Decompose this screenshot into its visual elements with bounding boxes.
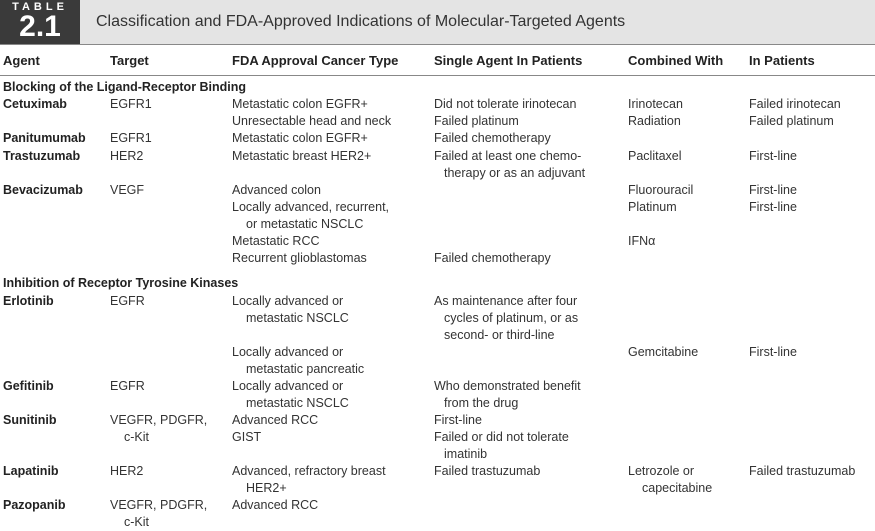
- cell-fda-approval: GIST: [232, 430, 262, 444]
- cell-combined-with: Radiation: [628, 114, 681, 128]
- cell-target: VEGFR, PDGFR,: [110, 413, 208, 427]
- cell-fda-approval: Advanced RCC: [232, 413, 319, 427]
- cell-target: VEGFR, PDGFR,: [110, 498, 208, 512]
- table-title: Classification and FDA-Approved Indications of Molecular-Targeted Agents: [96, 13, 626, 30]
- cell-target: HER2: [110, 149, 144, 163]
- cell-in-patients: First-line: [749, 200, 797, 214]
- cell-target: EGFR1: [110, 97, 152, 111]
- cell-agent: Sunitinib: [3, 413, 57, 427]
- cell-fda-approval: Advanced, refractory breast: [232, 464, 386, 478]
- cell-single-agent: Failed chemotherapy: [434, 131, 551, 145]
- cell-combined-with: capecitabine: [642, 481, 713, 495]
- cell-single-agent: therapy or as an adjuvant: [444, 166, 586, 180]
- cell-combined-with: Paclitaxel: [628, 149, 682, 163]
- cell-fda-approval: Locally advanced or: [232, 345, 344, 359]
- table-title-bar: [0, 0, 875, 44]
- cell-agent: Panitumumab: [3, 131, 86, 145]
- cell-single-agent: Failed platinum: [434, 114, 519, 128]
- cell-in-patients: First-line: [749, 183, 797, 197]
- cell-single-agent: Failed trastuzumab: [434, 464, 541, 478]
- cell-agent: Bevacizumab: [3, 183, 83, 197]
- table-number-badge: [0, 0, 80, 44]
- cell-single-agent: Did not tolerate irinotecan: [434, 97, 577, 111]
- column-header-in-patients: In Patients: [749, 53, 815, 68]
- cell-in-patients: First-line: [749, 345, 797, 359]
- cell-target: EGFR: [110, 379, 145, 393]
- cell-combined-with: Letrozole or: [628, 464, 695, 478]
- cell-fda-approval: Recurrent glioblastomas: [232, 251, 367, 265]
- cell-fda-approval: Locally advanced or: [232, 379, 344, 393]
- cell-fda-approval: metastatic NSCLC: [246, 396, 349, 410]
- cell-single-agent: First-line: [434, 413, 482, 427]
- column-header-fda-approval: FDA Approval Cancer Type: [232, 53, 399, 68]
- cell-target: c-Kit: [124, 515, 149, 529]
- section-heading-ligand-receptor: Blocking of the Ligand-Receptor Binding: [3, 80, 247, 94]
- cell-target: c-Kit: [124, 430, 149, 444]
- cell-single-agent: cycles of platinum, or as: [444, 311, 579, 325]
- cell-fda-approval: Metastatic breast HER2+: [232, 149, 372, 163]
- section-heading-tyrosine-kinases: Inhibition of Receptor Tyrosine Kinases: [3, 276, 239, 290]
- cell-fda-approval: metastatic NSCLC: [246, 311, 349, 325]
- cell-fda-approval: Locally advanced, recurrent,: [232, 200, 390, 214]
- table-label: TABLE: [12, 1, 68, 13]
- cell-single-agent: imatinib: [444, 447, 488, 461]
- cell-fda-approval: Metastatic colon EGFR+: [232, 97, 368, 111]
- cell-target: EGFR1: [110, 131, 152, 145]
- table-number: 2.1: [19, 10, 61, 43]
- cell-agent: Erlotinib: [3, 294, 54, 308]
- cell-fda-approval: Unresectable head and neck: [232, 114, 392, 128]
- cell-combined-with: Fluorouracil: [628, 183, 694, 197]
- cell-combined-with: IFNα: [628, 234, 656, 248]
- cell-in-patients: Failed platinum: [749, 114, 834, 128]
- column-header-row: [0, 44, 875, 76]
- cell-in-patients: First-line: [749, 149, 797, 163]
- cell-fda-approval: HER2+: [246, 481, 287, 495]
- cell-combined-with: Platinum: [628, 200, 677, 214]
- column-header-single-agent: Single Agent In Patients: [434, 53, 583, 68]
- cell-single-agent: As maintenance after four: [434, 294, 578, 308]
- cell-agent: Trastuzumab: [3, 149, 81, 163]
- cell-agent: Lapatinib: [3, 464, 59, 478]
- cell-target: VEGF: [110, 183, 145, 197]
- column-header-target: Target: [110, 53, 149, 68]
- cell-agent: Pazopanib: [3, 498, 66, 512]
- column-header-agent: Agent: [3, 53, 40, 68]
- cell-fda-approval: Advanced RCC: [232, 498, 319, 512]
- cell-combined-with: Gemcitabine: [628, 345, 699, 359]
- cell-single-agent: Who demonstrated benefit: [434, 379, 581, 393]
- cell-agent: Cetuximab: [3, 97, 67, 111]
- cell-fda-approval: Advanced colon: [232, 183, 321, 197]
- cell-target: HER2: [110, 464, 144, 478]
- cell-in-patients: Failed trastuzumab: [749, 464, 856, 478]
- cell-target: EGFR: [110, 294, 145, 308]
- cell-single-agent: Failed at least one chemo-: [434, 149, 582, 163]
- cell-fda-approval: metastatic pancreatic: [246, 362, 365, 376]
- cell-single-agent: from the drug: [444, 396, 519, 410]
- cell-combined-with: Irinotecan: [628, 97, 683, 111]
- cell-single-agent: second- or third-line: [444, 328, 555, 342]
- column-header-combined-with: Combined With: [628, 53, 724, 68]
- cell-in-patients: Failed irinotecan: [749, 97, 841, 111]
- cell-single-agent: Failed chemotherapy: [434, 251, 551, 265]
- cell-fda-approval: Metastatic RCC: [232, 234, 320, 248]
- cell-fda-approval: or metastatic NSCLC: [246, 217, 364, 231]
- cell-single-agent: Failed or did not tolerate: [434, 430, 569, 444]
- cell-fda-approval: Locally advanced or: [232, 294, 344, 308]
- cell-agent: Gefitinib: [3, 379, 54, 393]
- cell-fda-approval: Metastatic colon EGFR+: [232, 131, 368, 145]
